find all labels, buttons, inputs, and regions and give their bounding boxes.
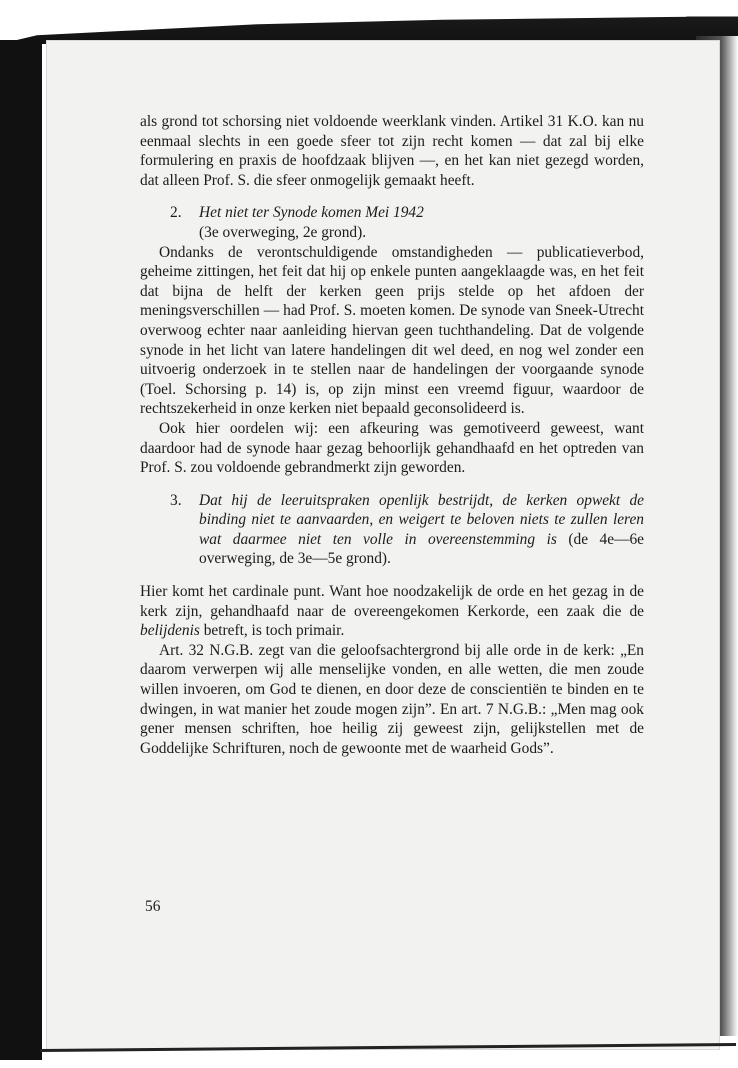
- paragraph-hier-end: betreft, is toch primair.: [199, 622, 345, 640]
- list-item-2: [140, 203, 644, 242]
- page-number: 56: [145, 898, 161, 915]
- item-italic-text: Dat hij de leeruitspraken openlijk bestrijdt, de kerken opwekt de binding niet te aanvaarden, en weigert te beloven niets te zullen leren wat daarmee niet ten volle in overeenstemming is: [199, 491, 644, 548]
- item-number: 3.: [170, 491, 182, 509]
- paragraph-intro: als grond tot schorsing niet voldoende weerklank vinden. Artikel 31 K.O. kan nu eenmaal slechts in een goede sfeer tot zijn recht komen — dat zal bij elke formulering en praxis de hoofdzaak blijven —, en het kan niet gezegd worden, dat alleen Prof. S. die sfeer onmogelijk gemaakt heeft.: [140, 113, 644, 189]
- item-subtitle: (3e overweging, 2e grond).: [199, 223, 367, 241]
- paragraph-hier: [140, 582, 644, 641]
- paragraph-ook: Ook hier oordelen wij: een afkeuring was gemotiveerd geweest, want daardoor had de synode haar gezag behoorlijk gehandhaafd en het optreden van Prof. S. zou voldoende gebrandmerkt zijn geworden.: [140, 419, 644, 477]
- item-reference: (de 4e—6e overweging, de 3e—5e grond).: [199, 530, 644, 568]
- item-number: 2.: [170, 204, 182, 222]
- item-title: Het niet ter Synode komen Mei 1942: [199, 204, 424, 222]
- scan-border-left: [0, 40, 42, 1060]
- paragraph-art: Art. 32 N.G.B. zegt van die geloofsachtergrond bij alle orde in de kerk: „En daarom verwerpen wij alle menselijke vonden, en alle wetten, die men zoude willen invoeren, om God te dienen, en door deze de conscientiën te binden en te dwingen, in wat manier het zoude mogen zijn”. En art. 7 N.G.B.: „Men mag ook gener mensen schriften, hoe heilig zij geweest zijn, gelijkstellen met de Goddelijke Schrifturen, noch de gewoonte met de waarheid Gods”.: [140, 641, 644, 757]
- page-text: [140, 112, 644, 758]
- list-item-3: [140, 491, 644, 569]
- emphasis-belijdenis: belijdenis: [140, 622, 200, 640]
- scan-border-top: [0, 0, 738, 44]
- paragraph-ondanks: Ondanks de verontschuldigende omstandigheden — publicatieverbod, geheime zittingen, het feit dat hij op enkele punten aangeklaagde was, en het feit dat bijna de helft der kerken geen prijs stelde op het afdoen der meningsverschillen — had Prof. S. moeten komen. De synode van Sneek-Utrecht overwoog echter naar aanleiding hiervan geen tuchthandeling. Dat de volgende synode in het licht van latere handelingen dit wel deed, en nog wel zonder een uitvoerig onderzoek in te stellen naar de handelingen der voorgaande synode (Toel. Schorsing p. 14) is, op zijn minst een vreemd figuur, waardoor de rechtszekerheid in onze kerken niet bepaald geconsolideerd is.: [140, 243, 644, 418]
- paragraph-hier-text: Hier komt het cardinale punt. Want hoe noodzakelijk de orde en het gezag in de kerk zijn, gehandhaafd naar de overeengekomen Kerkorde, een zaak die de: [140, 583, 644, 620]
